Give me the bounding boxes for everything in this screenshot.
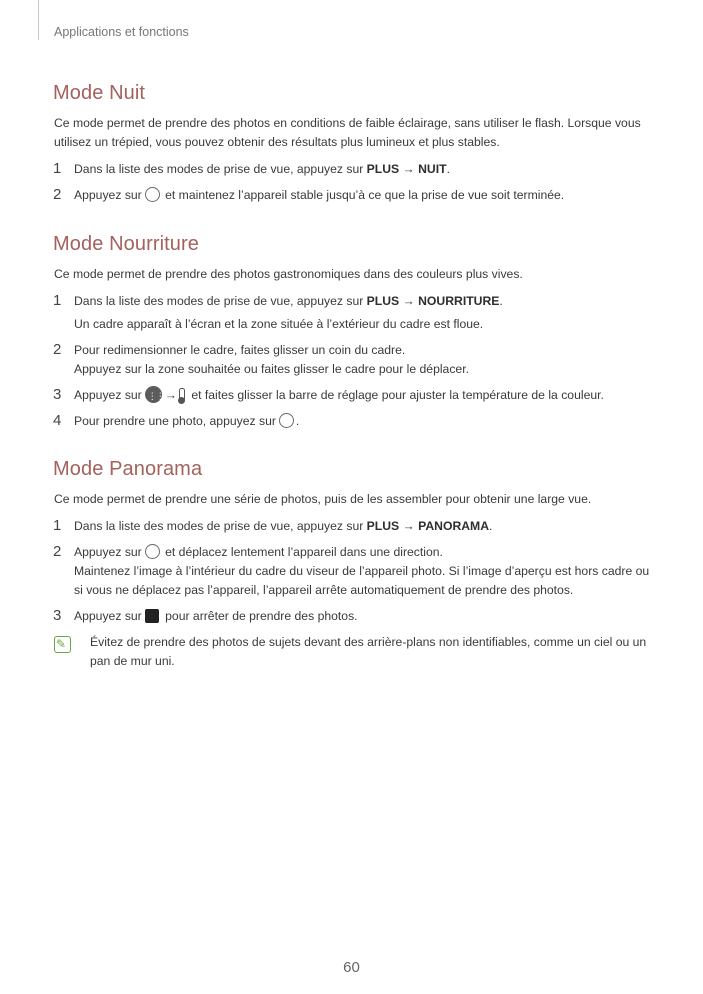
- step-text: Dans la liste des modes de prise de vue, appuyez sur: [74, 519, 367, 533]
- step-panorama-1: [53, 517, 653, 536]
- step-text: Appuyez sur: [74, 545, 142, 559]
- step-text: Dans la liste des modes de prise de vue, appuyez sur: [74, 294, 367, 308]
- step-text: Pour prendre une photo, appuyez sur: [74, 414, 276, 428]
- intro-panorama: Ce mode permet de prendre une série de photos, puis de les assembler pour obtenir une large vue.: [54, 492, 592, 506]
- arrow: →: [164, 388, 177, 402]
- step-food-4: [53, 412, 653, 431]
- step-subtext: Un cadre apparaît à l’écran et la zone située à l’extérieur du cadre est floue.: [74, 317, 484, 331]
- shutter-icon: [279, 413, 294, 428]
- step-end: .: [489, 519, 493, 533]
- menu-path: PLUS → PANORAMA: [366, 519, 489, 533]
- step-night-1: [53, 160, 653, 179]
- menu-path: PLUS → NOURRITURE: [366, 294, 500, 308]
- section-title-panorama: Mode Panorama: [53, 458, 203, 480]
- step-number: 2: [53, 341, 62, 358]
- step-text: et déplacez lentement l’appareil dans une direction.: [161, 545, 443, 559]
- note-text: Évitez de prendre des photos de sujets devant des arrière-plans non identifiables, comme un ciel ou un pan de mur uni.: [90, 635, 647, 668]
- step-number: 3: [53, 607, 62, 624]
- menu-path: PLUS → NUIT: [366, 162, 447, 176]
- section-title-night: Mode Nuit: [53, 82, 146, 104]
- step-text: pour arrêter de prendre des photos.: [161, 609, 358, 623]
- step-text: et maintenez l’appareil stable jusqu’à ce que la prise de vue soit terminée.: [161, 188, 565, 202]
- shutter-icon: [145, 187, 160, 202]
- step-end: .: [499, 294, 503, 308]
- options-icon: [145, 386, 162, 403]
- step-subtext: Appuyez sur la zone souhaitée ou faites glisser le cadre pour le déplacer.: [74, 362, 469, 376]
- step-number: 1: [53, 292, 62, 309]
- intro-night: Ce mode permet de prendre des photos en conditions de faible éclairage, sans utiliser le flash. Lorsque vous utilisez un trépied, vous pouvez obtenir des résultats plus lumineux et plus stables.: [54, 116, 641, 149]
- page-header: Applications et fonctions: [54, 25, 189, 39]
- thermometer-icon: [179, 388, 185, 402]
- section-title-food: Mode Nourriture: [53, 233, 200, 255]
- step-end: .: [446, 162, 450, 176]
- step-number: 2: [53, 186, 62, 203]
- step-night-2: [53, 186, 653, 205]
- step-food-3: [53, 386, 653, 405]
- shutter-icon: [145, 544, 160, 559]
- step-panorama-3: [53, 607, 653, 626]
- step-text: Pour redimensionner le cadre, faites glisser un coin du cadre.: [74, 343, 406, 357]
- step-subtext: Maintenez l’image à l’intérieur du cadre du viseur de l’appareil photo. Si l’image d’aperçu est hors cadre ou si vous ne déplacez pas l’appareil, l’appareil arrête automatiquement de prendre des photos.: [74, 564, 650, 597]
- stop-icon: [145, 609, 159, 623]
- step-number: 4: [53, 412, 62, 429]
- step-food-1: [53, 292, 653, 334]
- step-text: Appuyez sur: [74, 388, 142, 402]
- step-end: .: [295, 414, 300, 428]
- section-food: [53, 233, 653, 438]
- section-panorama: [53, 458, 653, 671]
- page-number: 60: [343, 959, 360, 976]
- step-number: 2: [53, 543, 62, 560]
- header-rule: [38, 0, 39, 40]
- step-text: et faites glisser la barre de réglage pour ajuster la température de la couleur.: [187, 388, 604, 402]
- step-number: 1: [53, 160, 62, 177]
- note: [53, 633, 653, 671]
- step-text: Appuyez sur: [74, 188, 142, 202]
- note-icon: [54, 636, 71, 653]
- intro-food: Ce mode permet de prendre des photos gastronomiques dans des couleurs plus vives.: [54, 267, 523, 281]
- section-night: [53, 82, 653, 212]
- step-number: 1: [53, 517, 62, 534]
- step-food-2: [53, 341, 653, 379]
- step-number: 3: [53, 386, 62, 403]
- step-text: Dans la liste des modes de prise de vue, appuyez sur: [74, 162, 367, 176]
- step-panorama-2: [53, 543, 653, 600]
- step-text: Appuyez sur: [74, 609, 142, 623]
